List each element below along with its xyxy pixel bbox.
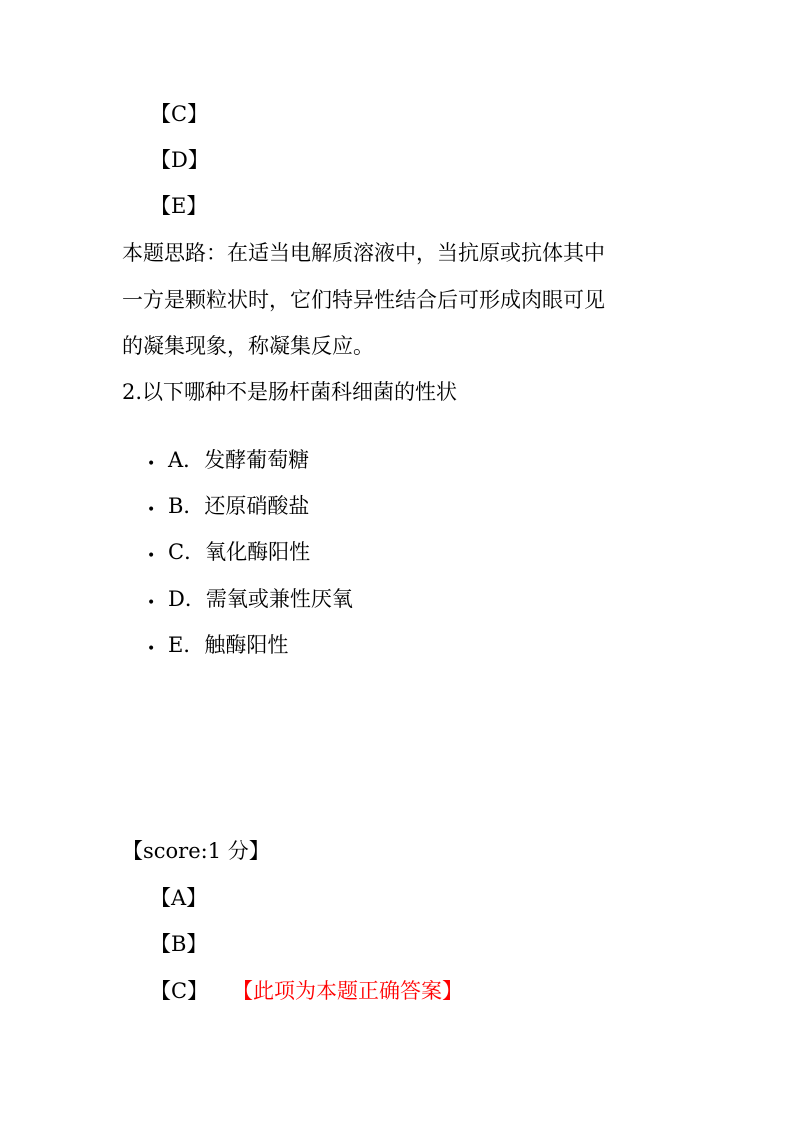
choice-e: E．触酶阳性 bbox=[168, 633, 289, 657]
choice-d: D．需氧或兼性厌氧 bbox=[168, 587, 353, 611]
score-label: 【score:1 分】 bbox=[122, 839, 270, 863]
bullet-icon: • bbox=[147, 641, 156, 657]
answer-option-c: 【C】 bbox=[150, 979, 209, 1003]
choice-a: A．发酵葡萄糖 bbox=[168, 448, 310, 472]
answer-option-a: 【A】 bbox=[150, 886, 208, 910]
explanation-line-3: 的凝集现象，称凝集反应。 bbox=[122, 334, 374, 358]
choice-b: B．还原硝酸盐 bbox=[168, 494, 310, 518]
correct-answer-note: 【此项为本题正确答案】 bbox=[232, 979, 463, 1003]
question-title: 2.以下哪种不是肠杆菌科细菌的性状 bbox=[122, 380, 458, 404]
option-d-prev: 【D】 bbox=[150, 148, 209, 172]
bullet-icon: • bbox=[147, 456, 156, 472]
bullet-icon: • bbox=[147, 595, 156, 611]
explanation-line-1: 本题思路：在适当电解质溶液中，当抗原或抗体其中 bbox=[122, 241, 605, 265]
choice-c: C．氧化酶阳性 bbox=[168, 540, 311, 564]
bullet-icon: • bbox=[147, 548, 156, 564]
option-c-prev: 【C】 bbox=[150, 102, 209, 126]
option-e-prev: 【E】 bbox=[150, 194, 208, 218]
answer-option-b: 【B】 bbox=[150, 932, 208, 956]
explanation-line-2: 一方是颗粒状时，它们特异性结合后可形成肉眼可见 bbox=[122, 288, 605, 312]
bullet-icon: • bbox=[147, 502, 156, 518]
